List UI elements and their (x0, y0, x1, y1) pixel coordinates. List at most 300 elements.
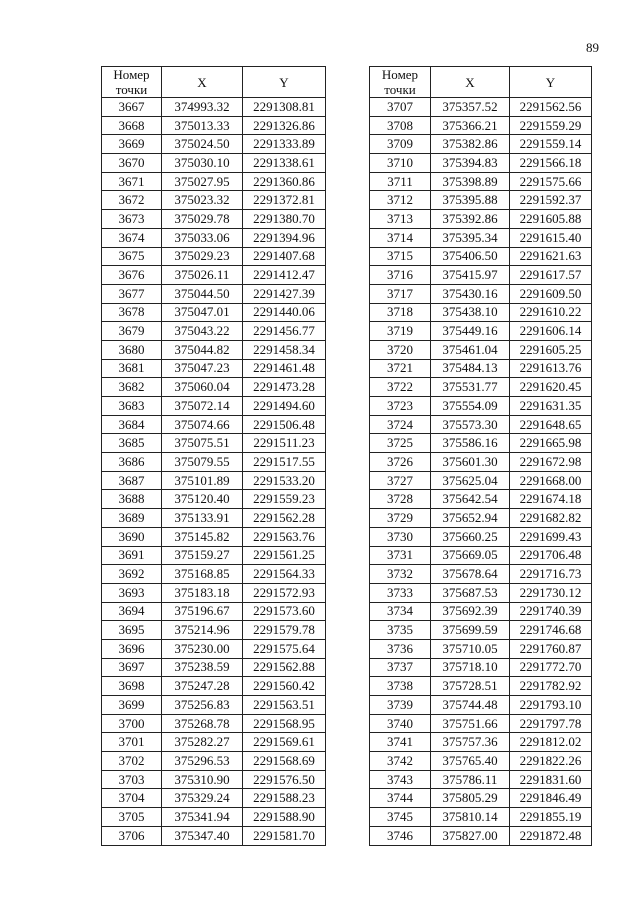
cell-y: 2291394.96 (243, 228, 326, 247)
cell-x: 375120.40 (162, 490, 243, 509)
table-row (102, 527, 326, 546)
cell-point-number: 3725 (370, 434, 431, 453)
table-row (370, 770, 592, 789)
header-y: Y (510, 67, 592, 98)
cell-y: 2291706.48 (510, 546, 592, 565)
cell-y: 2291581.70 (243, 826, 326, 845)
cell-y: 2291338.61 (243, 154, 326, 173)
cell-point-number: 3694 (102, 602, 162, 621)
cell-point-number: 3734 (370, 602, 431, 621)
table-row (102, 247, 326, 266)
table-row (102, 303, 326, 322)
cell-y: 2291730.12 (510, 583, 592, 602)
table-row (370, 471, 592, 490)
cell-x: 374993.32 (162, 98, 243, 117)
cell-x: 375047.01 (162, 303, 243, 322)
table-row (370, 340, 592, 359)
cell-point-number: 3746 (370, 826, 431, 845)
cell-x: 375347.40 (162, 826, 243, 845)
cell-x: 375398.89 (431, 172, 510, 191)
cell-point-number: 3683 (102, 397, 162, 416)
cell-y: 2291456.77 (243, 322, 326, 341)
cell-y: 2291533.20 (243, 471, 326, 490)
cell-x: 375060.04 (162, 378, 243, 397)
table-row (370, 322, 592, 341)
cell-y: 2291672.98 (510, 453, 592, 472)
cell-x: 375296.53 (162, 752, 243, 771)
table-row (370, 191, 592, 210)
table-row (102, 397, 326, 416)
cell-y: 2291517.55 (243, 453, 326, 472)
cell-point-number: 3739 (370, 696, 431, 715)
table-header-row (102, 67, 326, 98)
cell-y: 2291575.66 (510, 172, 592, 191)
cell-x: 375669.05 (431, 546, 510, 565)
cell-x: 375406.50 (431, 247, 510, 266)
cell-y: 2291461.48 (243, 359, 326, 378)
cell-x: 375074.66 (162, 415, 243, 434)
cell-point-number: 3735 (370, 621, 431, 640)
table-row (102, 752, 326, 771)
cell-y: 2291427.39 (243, 284, 326, 303)
cell-y: 2291846.49 (510, 789, 592, 808)
cell-y: 2291605.88 (510, 210, 592, 229)
cell-x: 375765.40 (431, 752, 510, 771)
table-row (102, 284, 326, 303)
table-row (370, 602, 592, 621)
cell-x: 375718.10 (431, 658, 510, 677)
table-row (102, 434, 326, 453)
header-point-number (102, 67, 162, 98)
table-row (370, 490, 592, 509)
cell-point-number: 3724 (370, 415, 431, 434)
cell-point-number: 3690 (102, 527, 162, 546)
cell-y: 2291760.87 (510, 639, 592, 658)
cell-point-number: 3684 (102, 415, 162, 434)
cell-point-number: 3678 (102, 303, 162, 322)
cell-y: 2291494.60 (243, 397, 326, 416)
cell-y: 2291562.88 (243, 658, 326, 677)
table-row (102, 770, 326, 789)
cell-y: 2291473.28 (243, 378, 326, 397)
cell-point-number: 3679 (102, 322, 162, 341)
cell-y: 2291440.06 (243, 303, 326, 322)
cell-y: 2291610.22 (510, 303, 592, 322)
cell-y: 2291372.81 (243, 191, 326, 210)
cell-x: 375024.50 (162, 135, 243, 154)
header-point-number-line2: точки (384, 82, 416, 97)
cell-y: 2291333.89 (243, 135, 326, 154)
cell-point-number: 3728 (370, 490, 431, 509)
cell-point-number: 3673 (102, 210, 162, 229)
cell-point-number: 3720 (370, 340, 431, 359)
cell-y: 2291740.39 (510, 602, 592, 621)
table-row (102, 191, 326, 210)
cell-point-number: 3717 (370, 284, 431, 303)
cell-y: 2291569.61 (243, 733, 326, 752)
cell-x: 375757.36 (431, 733, 510, 752)
table-row (102, 359, 326, 378)
cell-y: 2291563.51 (243, 696, 326, 715)
cell-y: 2291797.78 (510, 714, 592, 733)
table-row (102, 228, 326, 247)
cell-point-number: 3729 (370, 509, 431, 528)
cell-y: 2291716.73 (510, 565, 592, 584)
cell-x: 375751.66 (431, 714, 510, 733)
cell-x: 375013.33 (162, 116, 243, 135)
table-row (102, 733, 326, 752)
cell-x: 375484.13 (431, 359, 510, 378)
cell-y: 2291855.19 (510, 808, 592, 827)
table-row (370, 677, 592, 696)
table-row (102, 340, 326, 359)
table-row (102, 808, 326, 827)
cell-point-number: 3706 (102, 826, 162, 845)
cell-y: 2291665.98 (510, 434, 592, 453)
cell-point-number: 3719 (370, 322, 431, 341)
cell-x: 375183.18 (162, 583, 243, 602)
cell-point-number: 3714 (370, 228, 431, 247)
cell-x: 375678.64 (431, 565, 510, 584)
cell-point-number: 3697 (102, 658, 162, 677)
cell-x: 375554.09 (431, 397, 510, 416)
cell-x: 375601.30 (431, 453, 510, 472)
cell-y: 2291360.86 (243, 172, 326, 191)
table-row (102, 509, 326, 528)
cell-y: 2291506.48 (243, 415, 326, 434)
cell-x: 375044.82 (162, 340, 243, 359)
table-row (102, 789, 326, 808)
table-row (370, 733, 592, 752)
cell-point-number: 3701 (102, 733, 162, 752)
table-body-left (102, 98, 326, 846)
cell-x: 375029.23 (162, 247, 243, 266)
cell-x: 375625.04 (431, 471, 510, 490)
cell-point-number: 3736 (370, 639, 431, 658)
cell-x: 375044.50 (162, 284, 243, 303)
cell-point-number: 3668 (102, 116, 162, 135)
table-row (370, 789, 592, 808)
cell-point-number: 3686 (102, 453, 162, 472)
table-row (370, 228, 592, 247)
table-row (370, 696, 592, 715)
cell-y: 2291562.28 (243, 509, 326, 528)
cell-point-number: 3745 (370, 808, 431, 827)
table-row (370, 639, 592, 658)
cell-x: 375687.53 (431, 583, 510, 602)
cell-point-number: 3738 (370, 677, 431, 696)
table-row (370, 135, 592, 154)
cell-point-number: 3689 (102, 509, 162, 528)
cell-y: 2291668.00 (510, 471, 592, 490)
cell-y: 2291407.68 (243, 247, 326, 266)
cell-x: 375652.94 (431, 509, 510, 528)
table-row (370, 826, 592, 845)
cell-point-number: 3675 (102, 247, 162, 266)
cell-x: 375392.86 (431, 210, 510, 229)
cell-x: 375430.16 (431, 284, 510, 303)
cell-point-number: 3696 (102, 639, 162, 658)
cell-x: 375461.04 (431, 340, 510, 359)
cell-point-number: 3674 (102, 228, 162, 247)
cell-y: 2291621.63 (510, 247, 592, 266)
cell-y: 2291674.18 (510, 490, 592, 509)
cell-y: 2291617.57 (510, 266, 592, 285)
table-row (370, 453, 592, 472)
cell-x: 375214.96 (162, 621, 243, 640)
cell-x: 375247.28 (162, 677, 243, 696)
cell-point-number: 3731 (370, 546, 431, 565)
cell-point-number: 3688 (102, 490, 162, 509)
table-row (102, 98, 326, 117)
cell-x: 375256.83 (162, 696, 243, 715)
cell-x: 375238.59 (162, 658, 243, 677)
table-row (102, 135, 326, 154)
cell-point-number: 3713 (370, 210, 431, 229)
cell-y: 2291579.78 (243, 621, 326, 640)
cell-y: 2291458.34 (243, 340, 326, 359)
cell-x: 375023.32 (162, 191, 243, 210)
table-row (370, 546, 592, 565)
cell-y: 2291559.23 (243, 490, 326, 509)
cell-x: 375573.30 (431, 415, 510, 434)
cell-y: 2291564.33 (243, 565, 326, 584)
cell-point-number: 3742 (370, 752, 431, 771)
cell-y: 2291822.26 (510, 752, 592, 771)
cell-y: 2291572.93 (243, 583, 326, 602)
page-number: 89 (586, 40, 599, 55)
cell-x: 375268.78 (162, 714, 243, 733)
table-row (370, 266, 592, 285)
cell-point-number: 3667 (102, 98, 162, 117)
table-row (370, 621, 592, 640)
cell-x: 375030.10 (162, 154, 243, 173)
table-row (370, 378, 592, 397)
cell-point-number: 3723 (370, 397, 431, 416)
coordinates-table-right (369, 66, 592, 846)
cell-x: 375282.27 (162, 733, 243, 752)
cell-x: 375133.91 (162, 509, 243, 528)
cell-x: 375395.88 (431, 191, 510, 210)
cell-y: 2291559.14 (510, 135, 592, 154)
table-row (370, 752, 592, 771)
cell-x: 375145.82 (162, 527, 243, 546)
table-row (102, 471, 326, 490)
table-row (102, 696, 326, 715)
cell-y: 2291576.50 (243, 770, 326, 789)
cell-y: 2291682.82 (510, 509, 592, 528)
cell-x: 375101.89 (162, 471, 243, 490)
cell-point-number: 3711 (370, 172, 431, 191)
cell-point-number: 3670 (102, 154, 162, 173)
table-row (102, 826, 326, 845)
cell-x: 375415.97 (431, 266, 510, 285)
table-row (370, 247, 592, 266)
cell-x: 375230.00 (162, 639, 243, 658)
cell-point-number: 3672 (102, 191, 162, 210)
cell-point-number: 3700 (102, 714, 162, 733)
cell-y: 2291560.42 (243, 677, 326, 696)
cell-x: 375047.23 (162, 359, 243, 378)
cell-y: 2291588.23 (243, 789, 326, 808)
cell-y: 2291568.69 (243, 752, 326, 771)
cell-x: 375660.25 (431, 527, 510, 546)
cell-y: 2291609.50 (510, 284, 592, 303)
cell-point-number: 3716 (370, 266, 431, 285)
cell-y: 2291872.48 (510, 826, 592, 845)
table-header-row (370, 67, 592, 98)
cell-point-number: 3733 (370, 583, 431, 602)
cell-point-number: 3705 (102, 808, 162, 827)
cell-x: 375810.14 (431, 808, 510, 827)
cell-y: 2291620.45 (510, 378, 592, 397)
cell-x: 375786.11 (431, 770, 510, 789)
table-row (370, 658, 592, 677)
cell-point-number: 3715 (370, 247, 431, 266)
table-row (370, 154, 592, 173)
cell-x: 375341.94 (162, 808, 243, 827)
coordinates-table-left (101, 66, 326, 846)
cell-y: 2291793.10 (510, 696, 592, 715)
cell-x: 375394.83 (431, 154, 510, 173)
table-row (370, 210, 592, 229)
cell-y: 2291326.86 (243, 116, 326, 135)
table-row (102, 378, 326, 397)
cell-x: 375043.22 (162, 322, 243, 341)
cell-x: 375329.24 (162, 789, 243, 808)
cell-x: 375586.16 (431, 434, 510, 453)
table-row (102, 453, 326, 472)
cell-point-number: 3732 (370, 565, 431, 584)
cell-y: 2291511.23 (243, 434, 326, 453)
cell-x: 375728.51 (431, 677, 510, 696)
cell-y: 2291568.95 (243, 714, 326, 733)
cell-y: 2291566.18 (510, 154, 592, 173)
cell-point-number: 3676 (102, 266, 162, 285)
cell-point-number: 3712 (370, 191, 431, 210)
cell-x: 375366.21 (431, 116, 510, 135)
cell-y: 2291631.35 (510, 397, 592, 416)
cell-y: 2291562.56 (510, 98, 592, 117)
table-row (102, 677, 326, 696)
cell-point-number: 3726 (370, 453, 431, 472)
cell-y: 2291606.14 (510, 322, 592, 341)
table-row (370, 397, 592, 416)
cell-point-number: 3744 (370, 789, 431, 808)
cell-x: 375395.34 (431, 228, 510, 247)
table-row (102, 546, 326, 565)
cell-point-number: 3698 (102, 677, 162, 696)
header-point-number (370, 67, 431, 98)
cell-point-number: 3710 (370, 154, 431, 173)
table-row (370, 172, 592, 191)
table-row (370, 284, 592, 303)
cell-y: 2291831.60 (510, 770, 592, 789)
cell-y: 2291575.64 (243, 639, 326, 658)
table-row (102, 639, 326, 658)
header-y: Y (243, 67, 326, 98)
cell-x: 375710.05 (431, 639, 510, 658)
header-point-number-line2: точки (115, 82, 148, 97)
cell-point-number: 3743 (370, 770, 431, 789)
cell-point-number: 3707 (370, 98, 431, 117)
cell-y: 2291563.76 (243, 527, 326, 546)
cell-point-number: 3677 (102, 284, 162, 303)
table-row (370, 527, 592, 546)
cell-point-number: 3671 (102, 172, 162, 191)
cell-x: 375029.78 (162, 210, 243, 229)
cell-x: 375027.95 (162, 172, 243, 191)
table-row (102, 266, 326, 285)
cell-x: 375357.52 (431, 98, 510, 117)
cell-y: 2291308.81 (243, 98, 326, 117)
cell-x: 375449.16 (431, 322, 510, 341)
table-row (370, 808, 592, 827)
cell-point-number: 3737 (370, 658, 431, 677)
table-row (102, 210, 326, 229)
header-x: X (431, 67, 510, 98)
cell-point-number: 3682 (102, 378, 162, 397)
cell-x: 375744.48 (431, 696, 510, 715)
cell-x: 375382.86 (431, 135, 510, 154)
cell-point-number: 3704 (102, 789, 162, 808)
cell-point-number: 3693 (102, 583, 162, 602)
cell-y: 2291699.43 (510, 527, 592, 546)
cell-y: 2291573.60 (243, 602, 326, 621)
cell-y: 2291782.92 (510, 677, 592, 696)
cell-x: 375159.27 (162, 546, 243, 565)
cell-y: 2291559.29 (510, 116, 592, 135)
table-row (102, 172, 326, 191)
table-row (370, 303, 592, 322)
header-point-number-line1: Номер (113, 67, 150, 82)
cell-point-number: 3687 (102, 471, 162, 490)
cell-x: 375438.10 (431, 303, 510, 322)
table-row (370, 565, 592, 584)
cell-point-number: 3702 (102, 752, 162, 771)
cell-x: 375075.51 (162, 434, 243, 453)
table-row (102, 621, 326, 640)
cell-x: 375196.67 (162, 602, 243, 621)
cell-y: 2291613.76 (510, 359, 592, 378)
cell-x: 375805.29 (431, 789, 510, 808)
cell-x: 375531.77 (431, 378, 510, 397)
cell-y: 2291561.25 (243, 546, 326, 565)
table-row (370, 98, 592, 117)
cell-x: 375072.14 (162, 397, 243, 416)
table-row (102, 602, 326, 621)
header-point-number-line1: Номер (381, 67, 419, 82)
cell-point-number: 3685 (102, 434, 162, 453)
cell-x: 375026.11 (162, 266, 243, 285)
header-x: X (162, 67, 243, 98)
table-row (102, 116, 326, 135)
table-row (370, 434, 592, 453)
cell-point-number: 3669 (102, 135, 162, 154)
table-row (102, 658, 326, 677)
cell-x: 375079.55 (162, 453, 243, 472)
cell-y: 2291588.90 (243, 808, 326, 827)
cell-y: 2291592.37 (510, 191, 592, 210)
table-row (370, 509, 592, 528)
cell-point-number: 3681 (102, 359, 162, 378)
cell-x: 375310.90 (162, 770, 243, 789)
cell-point-number: 3691 (102, 546, 162, 565)
table-row (370, 583, 592, 602)
cell-y: 2291412.47 (243, 266, 326, 285)
cell-point-number: 3718 (370, 303, 431, 322)
table-row (102, 415, 326, 434)
